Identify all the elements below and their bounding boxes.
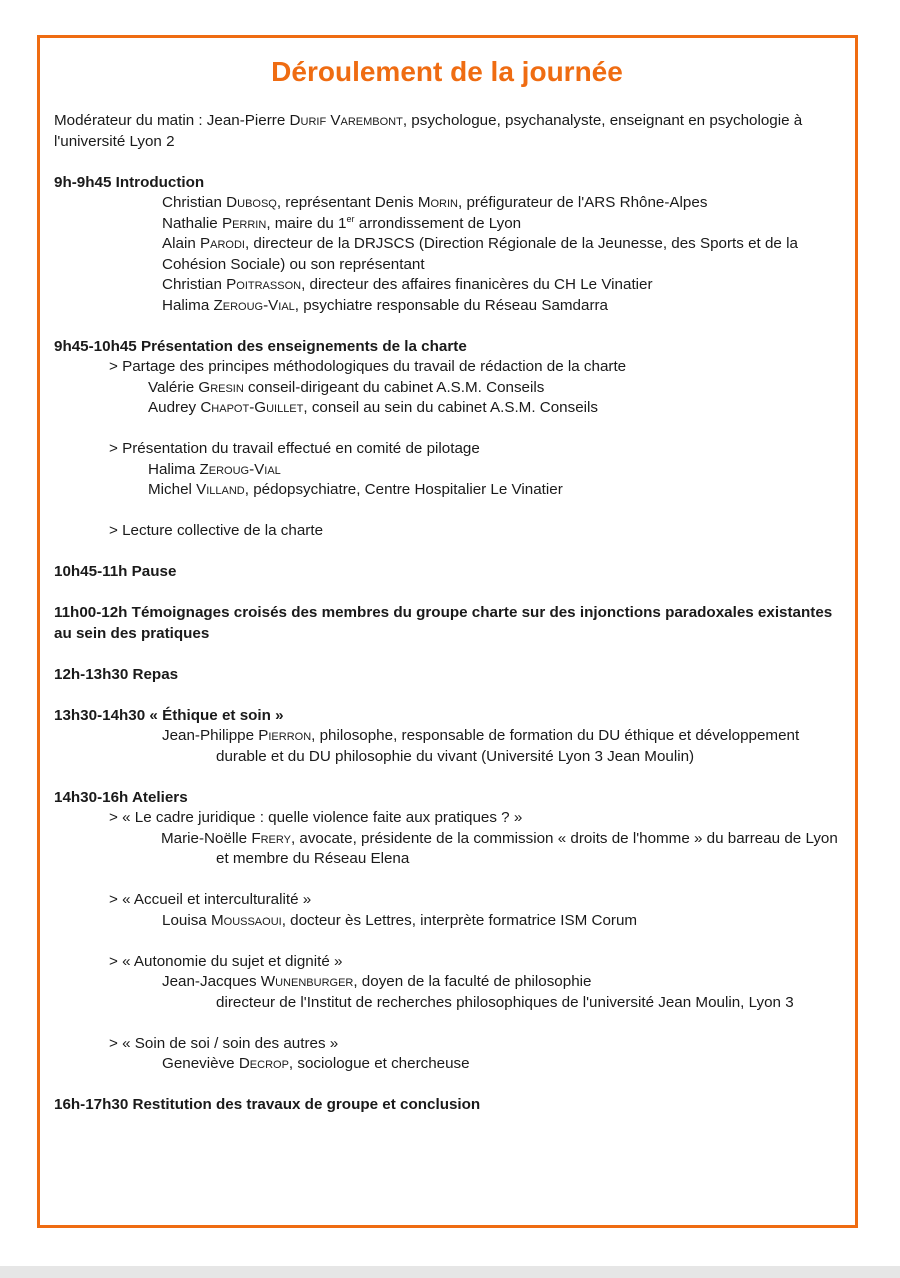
speaker-detail-line: directeur de l'Institut de recherches philosophiques de l'université Jean Moulin, Lyon 3 bbox=[216, 993, 794, 1011]
sub-item: > Partage des principes méthodologiques du travail de rédaction de la charte bbox=[109, 358, 627, 375]
program-content bbox=[54, 54, 854, 1116]
speaker-line: Nathalie Perrin, maire du 1er arrondissement de Lyon bbox=[162, 213, 522, 232]
session-introduction-heading: 9h-9h45 Introduction bbox=[54, 173, 205, 191]
speaker-line: Halima Zeroug-Vial, psychiatre responsable du Réseau Samdarra bbox=[162, 296, 609, 314]
speaker-line: Valérie Gresin conseil-dirigeant du cabinet A.S.M. Conseils bbox=[148, 378, 545, 396]
speaker-line: Jean-Jacques Wunenburger, doyen de la faculté de philosophie bbox=[162, 973, 592, 990]
page-bottom-edge bbox=[0, 1266, 900, 1278]
session-presentation-heading: 9h45-10h45 Présentation des enseignements de la charte bbox=[54, 337, 467, 355]
workshop-title: > « Le cadre juridique : quelle violence faite aux pratiques ? » bbox=[109, 809, 523, 826]
sub-item: > Présentation du travail effectué en comité de pilotage bbox=[109, 440, 480, 457]
session-pause-heading: 10h45-11h Pause bbox=[54, 563, 177, 580]
workshop-title: > « Accueil et interculturalité » bbox=[109, 891, 312, 908]
page-title: Déroulement de la journée bbox=[271, 56, 623, 87]
workshop-title: > « Autonomie du sujet et dignité » bbox=[109, 952, 343, 970]
session-ethics-heading: 13h30-14h30 « Éthique et soin » bbox=[54, 706, 284, 724]
speaker-line: Christian Poitrasson, directeur des affaires finanicères du CH Le Vinatier bbox=[162, 276, 653, 293]
speaker-line: Marie-Noëlle Frery, avocate, présidente de la commission « droits de l'homme » du barreau de Lyon et membre du Réseau Elena bbox=[161, 829, 838, 867]
session-conclusion-heading: 16h-17h30 Restitution des travaux de groupe et conclusion bbox=[54, 1096, 481, 1113]
speaker-line: Geneviève Decrop, sociologue et chercheuse bbox=[162, 1055, 470, 1072]
speaker-line: Louisa Moussaoui, docteur ès Lettres, interprète formatrice ISM Corum bbox=[162, 911, 638, 929]
speaker-line: Jean-Philippe Pierron, philosophe, responsable de formation du DU éthique et développement durable et du DU philosophie du vivant (Université Lyon 3 Jean Moulin) bbox=[162, 727, 800, 765]
speaker-line: Halima Zeroug-Vial bbox=[148, 460, 281, 478]
speaker-line: Michel Villand, pédopsychiatre, Centre Hospitalier Le Vinatier bbox=[148, 481, 563, 498]
speaker-line: Christian Dubosq, représentant Denis Morin, préfigurateur de l'ARS Rhône-Alpes bbox=[162, 194, 708, 211]
speaker-line: Alain Parodi, directeur de la DRJSCS (Direction Régionale de la Jeunesse, des Sports et de la Cohésion Sociale) ou son représentant bbox=[162, 235, 798, 273]
workshop-title: > « Soin de soi / soin des autres » bbox=[109, 1034, 339, 1052]
speaker-line: Audrey Chapot-Guillet, conseil au sein du cabinet A.S.M. Conseils bbox=[148, 399, 599, 416]
sub-item: > Lecture collective de la charte bbox=[109, 522, 324, 539]
session-workshops-heading: 14h30-16h Ateliers bbox=[54, 788, 188, 806]
session-lunch-heading: 12h-13h30 Repas bbox=[54, 665, 179, 683]
moderator-line: Modérateur du matin : Jean-Pierre Durif Varembont, psychologue, psychanalyste, enseignant en psychologie à l'université Lyon 2 bbox=[54, 112, 803, 150]
session-testimonies-heading: 11h00-12h Témoignages croisés des membres du groupe charte sur des injonctions paradoxales existantes au sein des pratiques bbox=[54, 604, 833, 642]
